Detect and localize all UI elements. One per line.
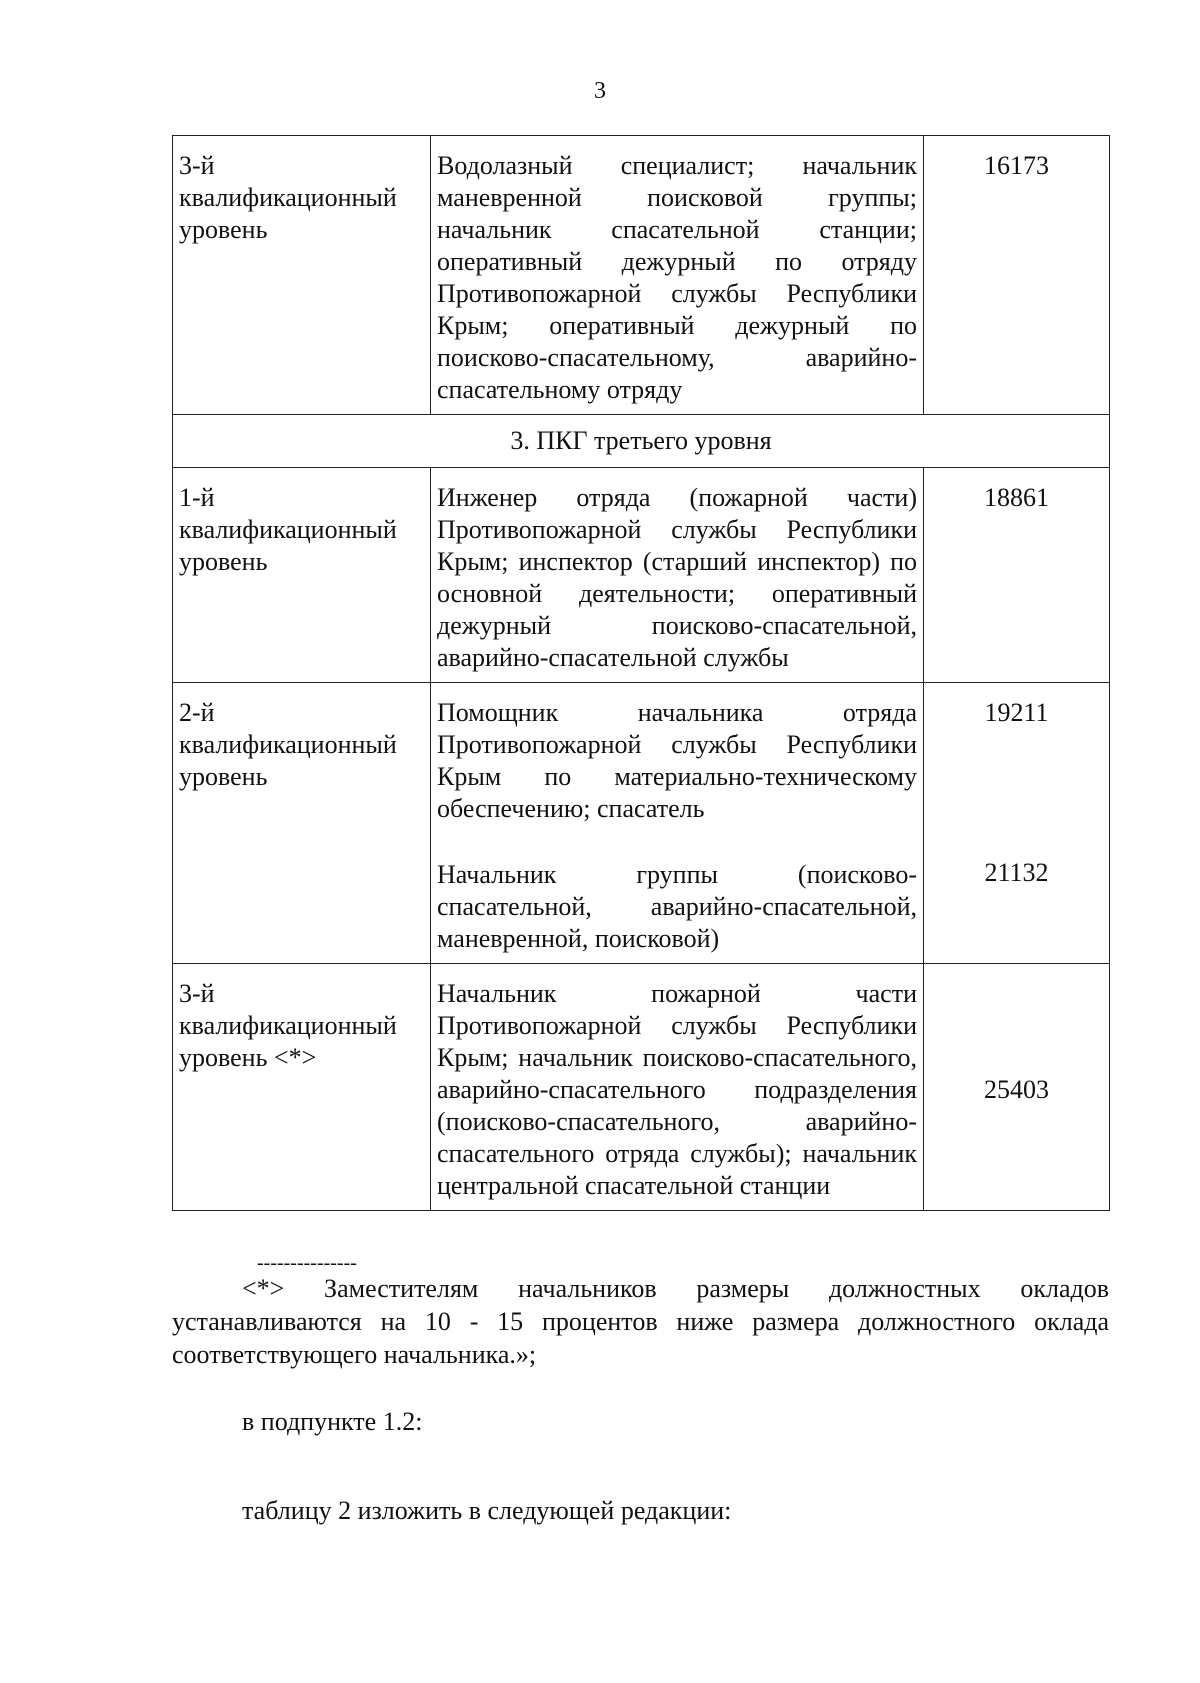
salary-value: 25403 [984,1075,1049,1104]
salary-cell [924,683,1110,964]
table-row [173,964,1110,1211]
position-description-cell [431,683,924,964]
salary-value: 21132 [984,858,1049,887]
qualification-level: 3-й квалификационный уровень [173,136,431,415]
footnote-text: <*> Заместителям начальников размеры должностных окладов устанавливаются на 10 - 15 процентов ниже размера должностного оклада соответствующего начальника.»; [172,1274,1109,1369]
position-description: Начальник группы (поисково-спасательной, аварийно-спасательной, маневренной, поисковой) [437,860,917,953]
salary-table [172,135,1110,1211]
salary-value: 19211 [984,698,1049,727]
table-row [173,683,1110,964]
group-header: 3. ПКГ третьего уровня [173,415,1110,468]
qualification-level: 2-й квалификационный уровень [173,683,431,964]
qualification-level: 1-й квалификационный уровень [173,468,431,683]
footnote-separator: --------------- [257,1252,357,1274]
group-header-row [173,415,1110,468]
paragraph-subpoint: в подпункте 1.2: [242,1407,423,1436]
paragraph-table-instruction: таблицу 2 изложить в следующей редакции: [242,1496,732,1525]
qualification-level: 3-й квалификационный уровень <*> [173,964,431,1211]
salary-value: 18861 [924,468,1110,683]
position-description: Водолазный специалист; начальник маневренной поисковой группы; начальник спасательной станции; оперативный дежурный по отряду Противопожарной службы Республики Крым; оперативный дежурный по поисково-спасательному, аварийно-спасательному отряду [431,136,924,415]
salary-value: 16173 [924,136,1110,415]
position-description: Помощник начальника отряда Противопожарной службы Республики Крым по материально-техническому обеспечению; спасатель [437,698,917,823]
page-number: 3 [594,78,606,104]
position-description: Инженер отряда (пожарной части) Противопожарной службы Республики Крым; инспектор (старший инспектор) по основной деятельности; оперативный дежурный поисково-спасательной, аварийно-спасательной службы [431,468,924,683]
salary-cell [924,964,1110,1211]
table-row [173,468,1110,683]
position-description: Начальник пожарной части Противопожарной службы Республики Крым; начальник поисково-спасательного, аварийно-спасательного подразделения (поисково-спасательного, аварийно-спасательного отряда службы); начальник центральной спасательной станции [431,964,924,1211]
table-row [173,136,1110,415]
